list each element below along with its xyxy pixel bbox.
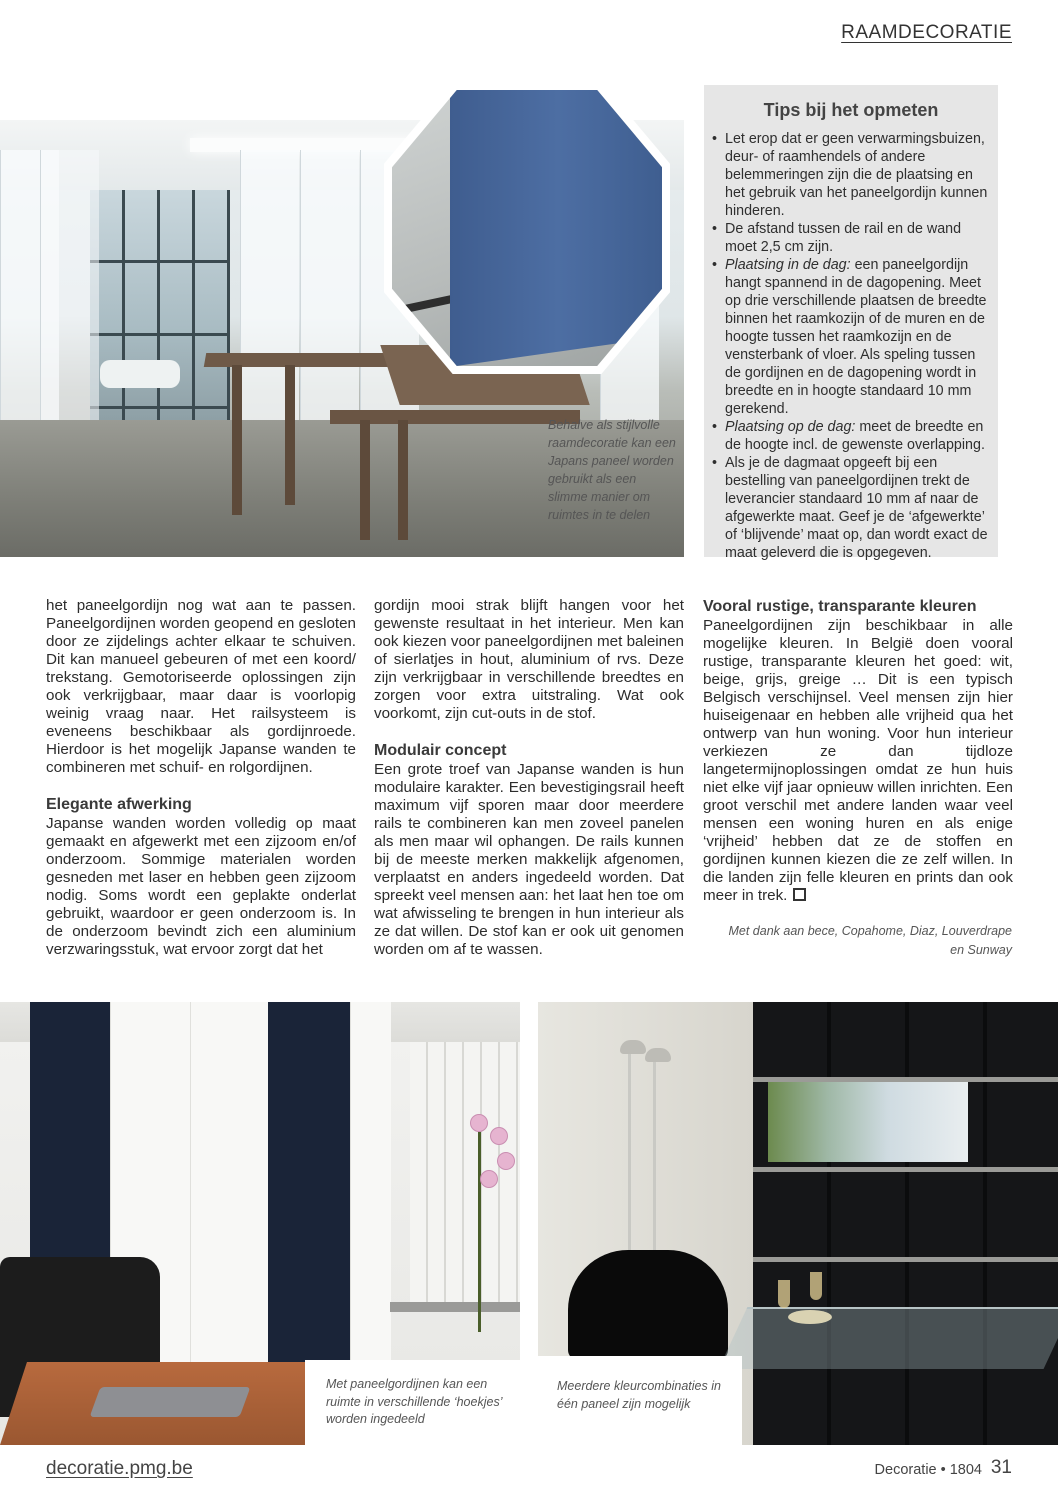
paragraph: het paneelgordijn nog wat aan te passen. Paneelgordijnen worden geopend en gesloten door ze zijdelings achter elkaar te schuiven. Dit kan manueel gebeuren of met een koord/ trekstang. Gemotoriseerde oplossingen zijn ook verkrijgbaar, maar daar is voorlopig weinig vraag naar. Het railsysteem is eveneens beschikbaar als gordijnroede. Hierdoor is het mogelijk Japanse wanden te combineren met schuif- en rolgordijnen. (46, 597, 356, 776)
website-link[interactable]: decoratie.pmg.be (46, 1458, 193, 1479)
paragraph: Paneelgordijnen zijn beschikbaar in alle mogelijke kleuren. In België doen vooral rustige, transparante kleuren het goed: wit, beige, grijs, greige … Dit is een typisch Belgisch verschijnsel. Veel mensen zijn hier huiseigenaar en hebben alle vrijheid qua het ontwerp van hun woning. Voor hun interieur verkiezen ze dan tijdloze langetermijnoplossingen omdat ze hun huis niet elke vijf jaar opnieuw willen inrichten. Een groot verschil met andere landen waar veel mensen een woning huren en als enige ‘vrijheid’ hebben dat ze de stoffen en gordijnen kunnen kiezen die ze zelf willen. In die landen zijn felle kleuren en prints dan ook meer in trek. (703, 617, 1013, 904)
photo-caption-top: Behalve als stijlvolle raamdecoratie kan een Japans paneel worden gebruikt als een slimme manier om ruimtes in te delen (548, 418, 676, 522)
article-column-1 (46, 597, 356, 959)
tips-item: • Plaatsing op de dag: meet de breedte en de hoogte incl. de gewenste overlapping. (712, 418, 990, 454)
tips-box (704, 85, 998, 561)
article-column-2 (374, 597, 684, 959)
paragraph: Een grote troef van Japanse wanden is hun modulaire karakter. Een bevestigingsrail heeft maximum vijf sporen maar door meerdere rails te combineren kan men zoveel panelen als men maar wil ophangen. De rails kunnen bij de meeste merken makkelijk afgenomen, verplaatst en anders ingedeeld worden. Dat spreekt veel mensen aan: het laat hen toe om wat afwisseling te brengen in hun interieur als ze dat willen. De stof kan er ook uit genomen worden om af te wassen. (374, 761, 684, 958)
photo-caption-bottom-left: Met paneelgordijnen kan een ruimte in verschillende ‘hoekjes’ worden ingedeeld (326, 1377, 502, 1426)
subheading: Modulair concept (374, 742, 507, 759)
photo-caption-bottom-right: Meerdere kleurcombinaties in één paneel zijn mogelijk (557, 1379, 721, 1411)
tips-title: Tips bij het opmeten (763, 100, 939, 120)
article-column-3 (703, 597, 1013, 905)
magazine-issue: Decoratie • 1804 (874, 1462, 982, 1478)
subheading: Elegante afwerking (46, 796, 192, 813)
section-label: RAAMDECORATIE (841, 22, 1012, 43)
subheading: Vooral rustige, transparante kleuren (703, 598, 977, 615)
tips-item: • Plaatsing in de dag: een paneelgordijn hangt spannend in de dagopening. Meet op drie verschillende plaatsen de breedte binnen het raamkozijn of de muren en de hoogte tussen het raamkozijn en de vensterbank of vloer. Als speling tussen de gordijnen en de dagopening wordt in breedte en in hoogte standaard 10 mm gerekend. (712, 256, 990, 418)
paragraph: gordijn mooi strak blijft hangen voor het gewenste resultaat in het interieur. Men kan ook kiezen voor paneelgordijnen met baleinen of sierlatjes in hout, aluminium of rvs. Deze zijn verkrijgbaar in verschillende breedtes en zorgen voor extra uitstraling. Wat ook voorkomt, zijn cut-outs in de stof. (374, 597, 684, 722)
credits: Met dank aan bece, Copahome, Diaz, Louverdrape en Sunway (728, 924, 1012, 957)
tips-item: • De afstand tussen de rail en de wand moet 2,5 cm zijn. (712, 220, 990, 256)
tips-item: • Let erop dat er geen verwarmingsbuizen, deur- of raamhendels of andere belemmeringen zijn die de plaatsing en het gebruik van het paneelgordijn kunnen hinderen. (712, 130, 990, 220)
end-mark-icon (793, 888, 806, 901)
tips-item: • Als je de dagmaat opgeeft bij een bestelling van paneelgordijnen trekt de leverancier standaard 10 mm af naar de afgewerkte maat. Geef je de ‘afgewerkte’ of ‘blijvende’ maat op, dan wordt exact de maat geleverd die is opgegeven. (712, 454, 990, 562)
fabric-detail-photo (392, 90, 662, 366)
tips-list (712, 130, 990, 562)
page-number: 31 (990, 1457, 1012, 1478)
paragraph: Japanse wanden worden volledig op maat gemaakt en afgewerkt met een zijzoom en/of onderzoom. Sommige materialen worden gesneden met laser en hebben geen zijzoom nodig. Soms wordt een geplakte onderlat gebruikt, waardoor er geen onderzoom is. In de onderzoom bevindt zich een aluminium verzwaringsstuk, wat ervoor zorgt dat het (46, 815, 356, 958)
